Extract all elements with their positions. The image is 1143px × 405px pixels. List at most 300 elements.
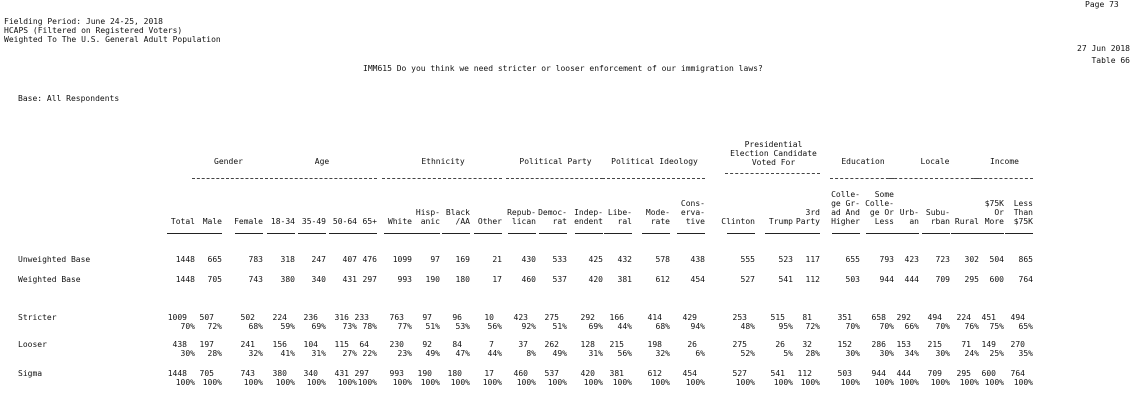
cell-percent: 44%	[487, 349, 502, 358]
cell-percent: 73%	[342, 322, 357, 331]
cell-count: 502	[240, 313, 255, 322]
cell-count: 578	[655, 255, 670, 264]
cell-percent: 70%	[935, 322, 950, 331]
cell-count: 84	[452, 340, 462, 349]
cell-count: 92	[422, 340, 432, 349]
cell-percent: 49%	[425, 349, 440, 358]
row-label: Stricter	[18, 313, 57, 322]
cell-count: 709	[927, 369, 942, 378]
cell-count: 21	[492, 255, 502, 264]
cell-percent: 66%	[904, 322, 919, 331]
cell-count: 97	[430, 255, 440, 264]
column-header: Indep- endent	[574, 208, 603, 226]
cell-count: 10	[484, 313, 494, 322]
group-header: Education	[841, 157, 885, 166]
cell-count: 316	[334, 313, 349, 322]
cell-count: 541	[770, 369, 785, 378]
cell-percent: 32%	[248, 349, 263, 358]
cell-count: 865	[1018, 255, 1033, 264]
cell-count: 340	[303, 369, 318, 378]
group-header: Political Ideology	[611, 157, 698, 166]
cell-count: 503	[845, 275, 860, 284]
base-label: Base: All Respondents	[18, 94, 120, 103]
cell-percent: 100%	[337, 378, 357, 387]
cell-percent: 22%	[362, 349, 377, 358]
cell-percent: 100%	[175, 378, 195, 387]
cell-count: 215	[927, 340, 942, 349]
cell-percent: 100%	[392, 378, 412, 387]
column-header: 35-49	[301, 217, 326, 226]
group-rule	[506, 178, 603, 179]
cell-percent: 53%	[455, 322, 470, 331]
column-header: 65+	[362, 217, 377, 226]
cell-percent: 34%	[904, 349, 919, 358]
page-number: Page 73	[1085, 0, 1119, 9]
group-header: Locale	[920, 157, 950, 166]
column-rule	[412, 233, 440, 234]
cell-percent: 25%	[989, 349, 1004, 358]
cell-percent: 100%	[930, 378, 950, 387]
cell-count: 523	[778, 255, 793, 264]
column-header: Clinton	[721, 217, 755, 226]
group-rule	[725, 173, 820, 174]
cell-count: 420	[588, 275, 603, 284]
cell-count: 169	[455, 255, 470, 264]
cell-percent: 100%	[773, 378, 793, 387]
cell-count: 275	[732, 340, 747, 349]
cell-count: 429	[682, 313, 697, 322]
column-header: Libe- ral	[607, 208, 632, 226]
column-rule	[539, 233, 567, 234]
cell-count: 414	[647, 313, 662, 322]
cell-count: 156	[272, 340, 287, 349]
column-rule	[235, 233, 263, 234]
cell-count: 270	[1010, 340, 1025, 349]
row-label: Weighted Base	[18, 275, 81, 284]
column-rule	[677, 233, 705, 234]
cell-count: 944	[879, 275, 894, 284]
column-rule	[194, 233, 222, 234]
cell-percent: 70%	[845, 322, 860, 331]
cell-percent: 100%	[450, 378, 470, 387]
cell-count: 431	[334, 369, 349, 378]
cell-count: 26	[687, 340, 697, 349]
cell-percent: 44%	[617, 322, 632, 331]
cell-percent: 100%	[1013, 378, 1033, 387]
cell-percent: 32%	[655, 349, 670, 358]
cell-count: 504	[989, 255, 1004, 264]
cell-percent: 28%	[207, 349, 222, 358]
cell-count: 612	[655, 275, 670, 284]
cell-count: 96	[452, 313, 462, 322]
cell-percent: 48%	[740, 322, 755, 331]
row-label: Looser	[18, 340, 47, 349]
cell-count: 97	[422, 313, 432, 322]
group-rule	[192, 178, 263, 179]
cell-count: 430	[521, 255, 536, 264]
cell-count: 115	[334, 340, 349, 349]
column-header: Democ- rat	[538, 208, 567, 226]
cell-count: 541	[778, 275, 793, 284]
cell-count: 1448	[175, 255, 195, 264]
cell-percent: 70%	[879, 322, 894, 331]
cell-percent: 100%	[516, 378, 536, 387]
column-header: 18-34	[270, 217, 295, 226]
cell-count: 224	[956, 313, 971, 322]
cell-count: 180	[447, 369, 462, 378]
table-number: Table 66	[1091, 56, 1130, 65]
cell-percent: 28%	[805, 349, 820, 358]
group-rule	[602, 178, 705, 179]
cell-count: 993	[389, 369, 404, 378]
cell-percent: 76%	[964, 322, 979, 331]
column-rule	[976, 233, 1004, 234]
cell-count: 71	[961, 340, 971, 349]
column-header: Mode- rate	[645, 208, 670, 226]
cell-count: 438	[690, 255, 705, 264]
cell-count: 198	[647, 340, 662, 349]
cell-count: 444	[896, 369, 911, 378]
cell-count: 407	[342, 255, 357, 264]
cell-count: 295	[956, 369, 971, 378]
column-rule	[891, 233, 919, 234]
column-header: Repub- lican	[507, 208, 536, 226]
cell-count: 64	[359, 340, 369, 349]
cell-percent: 100%	[685, 378, 705, 387]
cell-count: 253	[732, 313, 747, 322]
column-rule	[866, 233, 894, 234]
column-header: White	[387, 217, 412, 226]
cell-count: 743	[248, 275, 263, 284]
sample-note: HCAPS (Filtered on Registered Voters)	[4, 26, 183, 35]
column-header: Other	[477, 217, 502, 226]
cell-count: 17	[492, 275, 502, 284]
cell-count: 993	[397, 275, 412, 284]
column-rule	[832, 233, 860, 234]
cell-count: 1448	[167, 369, 187, 378]
cell-count: 166	[609, 313, 624, 322]
cell-percent: 59%	[280, 322, 295, 331]
cell-count: 764	[1010, 369, 1025, 378]
column-header: Hisp- anic	[415, 208, 440, 226]
cell-count: 340	[311, 275, 326, 284]
cell-percent: 100%	[612, 378, 632, 387]
cell-percent: 68%	[248, 322, 263, 331]
group-header: Age	[314, 157, 330, 166]
cell-count: 197	[199, 340, 214, 349]
cell-percent: 56%	[487, 322, 502, 331]
column-header: Rural	[954, 217, 979, 226]
cell-percent: 100%	[482, 378, 502, 387]
cell-count: 1099	[392, 255, 412, 264]
cell-count: 117	[805, 255, 820, 264]
cell-count: 224	[272, 313, 287, 322]
cell-count: 454	[690, 275, 705, 284]
cell-count: 112	[805, 275, 820, 284]
column-rule	[298, 233, 326, 234]
cell-count: 533	[552, 255, 567, 264]
cell-percent: 100%	[984, 378, 1004, 387]
cell-percent: 8%	[526, 349, 536, 358]
cell-percent: 47%	[455, 349, 470, 358]
cell-percent: 72%	[805, 322, 820, 331]
cell-count: 81	[802, 313, 812, 322]
cell-count: 431	[342, 275, 357, 284]
cell-count: 381	[609, 369, 624, 378]
cell-count: 351	[837, 313, 852, 322]
cell-count: 112	[797, 369, 812, 378]
cell-percent: 100%	[650, 378, 670, 387]
column-header: Colle- ge Gr- ad And Higher	[831, 190, 860, 226]
group-rule	[830, 178, 894, 179]
cell-percent: 70%	[180, 322, 195, 331]
cell-count: 292	[580, 313, 595, 322]
group-rule	[265, 178, 377, 179]
group-header: Income	[990, 157, 1019, 166]
column-rule	[167, 233, 195, 234]
cell-percent: 100%	[800, 378, 820, 387]
question-text: IMM615 Do you think we need stricter or looser enforcement of our immigration laws?	[363, 64, 763, 73]
column-rule	[727, 233, 755, 234]
column-rule	[442, 233, 470, 234]
cell-percent: 77%	[397, 322, 412, 331]
row-label: Sigma	[18, 369, 43, 378]
cell-count: 26	[775, 340, 785, 349]
cell-percent: 6%	[695, 349, 705, 358]
group-header: Political Party	[519, 157, 592, 166]
cell-count: 743	[240, 369, 255, 378]
cell-percent: 100%	[959, 378, 979, 387]
cell-percent: 35%	[1018, 349, 1033, 358]
group-rule	[382, 178, 502, 179]
cell-percent: 100%	[357, 378, 377, 387]
cell-count: 423	[513, 313, 528, 322]
cell-count: 655	[845, 255, 860, 264]
cell-count: 381	[617, 275, 632, 284]
column-header: Black /AA	[445, 208, 470, 226]
cell-percent: 78%	[362, 322, 377, 331]
cell-percent: 23%	[397, 349, 412, 358]
cell-count: 297	[362, 275, 377, 284]
cell-count: 444	[904, 275, 919, 284]
cell-count: 302	[964, 255, 979, 264]
cell-count: 432	[617, 255, 632, 264]
cell-count: 527	[732, 369, 747, 378]
cell-count: 128	[580, 340, 595, 349]
cell-count: 7	[489, 340, 494, 349]
cell-count: 1448	[175, 275, 195, 284]
cell-count: 230	[389, 340, 404, 349]
cell-percent: 100%	[243, 378, 263, 387]
cell-count: 215	[609, 340, 624, 349]
row-label: Unweighted Base	[18, 255, 91, 264]
cell-percent: 69%	[311, 322, 326, 331]
group-header: Gender	[214, 157, 243, 166]
cell-percent: 100%	[306, 378, 326, 387]
column-header: Some Colle- ge Or Less	[865, 190, 894, 226]
column-rule	[922, 233, 950, 234]
cell-percent: 51%	[425, 322, 440, 331]
cell-percent: 100%	[874, 378, 894, 387]
cell-count: 262	[544, 340, 559, 349]
fielding-period: Fielding Period: June 24-25, 2018	[4, 17, 163, 26]
cell-count: 451	[981, 313, 996, 322]
cell-percent: 92%	[521, 322, 536, 331]
column-header: Female	[234, 217, 263, 226]
cell-count: 600	[981, 369, 996, 378]
cell-percent: 49%	[552, 349, 567, 358]
column-header: Less Than $75K	[1013, 199, 1033, 226]
weighting-note: Weighted To The U.S. General Adult Population	[4, 35, 221, 44]
cell-percent: 56%	[617, 349, 632, 358]
column-header: Total	[170, 217, 195, 226]
column-rule	[604, 233, 632, 234]
cell-percent: 65%	[1018, 322, 1033, 331]
cell-count: 241	[240, 340, 255, 349]
column-rule	[1005, 233, 1033, 234]
cell-count: 507	[199, 313, 214, 322]
column-rule	[474, 233, 502, 234]
cell-percent: 24%	[964, 349, 979, 358]
cell-percent: 5%	[783, 349, 793, 358]
cell-percent: 100%	[899, 378, 919, 387]
cell-count: 380	[280, 275, 295, 284]
column-header: $75K Or More	[984, 199, 1004, 226]
cell-count: 723	[935, 255, 950, 264]
column-header: Male	[202, 217, 222, 226]
cell-count: 494	[927, 313, 942, 322]
cell-count: 665	[207, 255, 222, 264]
cell-percent: 100%	[583, 378, 603, 387]
cell-percent: 100%	[547, 378, 567, 387]
cell-percent: 75%	[989, 322, 1004, 331]
cell-count: 32	[802, 340, 812, 349]
cell-percent: 30%	[935, 349, 950, 358]
column-header: 50-64	[332, 217, 357, 226]
column-rule	[792, 233, 820, 234]
cell-count: 180	[455, 275, 470, 284]
cell-percent: 94%	[690, 322, 705, 331]
cell-count: 494	[1010, 313, 1025, 322]
cell-count: 17	[484, 369, 494, 378]
cell-percent: 69%	[588, 322, 603, 331]
cell-percent: 30%	[180, 349, 195, 358]
column-header: 3rd Party	[795, 208, 820, 226]
cell-percent: 52%	[740, 349, 755, 358]
cell-count: 425	[588, 255, 603, 264]
cell-count: 247	[311, 255, 326, 264]
cell-percent: 72%	[207, 322, 222, 331]
cell-count: 527	[740, 275, 755, 284]
cell-count: 295	[964, 275, 979, 284]
cell-percent: 95%	[778, 322, 793, 331]
cell-percent: 30%	[845, 349, 860, 358]
cell-count: 460	[513, 369, 528, 378]
cell-percent: 100%	[840, 378, 860, 387]
column-header: Cons- erva- tive	[680, 199, 705, 226]
column-rule	[642, 233, 670, 234]
cell-count: 190	[417, 369, 432, 378]
cell-percent: 27%	[342, 349, 357, 358]
cell-percent: 30%	[879, 349, 894, 358]
cell-count: 1009	[167, 313, 187, 322]
cell-percent: 31%	[311, 349, 326, 358]
cell-percent: 100%	[420, 378, 440, 387]
column-rule	[267, 233, 295, 234]
cell-percent: 100%	[202, 378, 222, 387]
cell-count: 380	[272, 369, 287, 378]
cell-count: 292	[896, 313, 911, 322]
group-rule	[889, 178, 979, 179]
cell-percent: 68%	[655, 322, 670, 331]
cell-count: 233	[354, 313, 369, 322]
cell-count: 537	[544, 369, 559, 378]
cell-percent: 100%	[735, 378, 755, 387]
group-header: Presidential Election Candidate Voted For	[730, 140, 817, 167]
cell-percent: 51%	[552, 322, 567, 331]
cell-count: 149	[981, 340, 996, 349]
cell-count: 793	[879, 255, 894, 264]
cell-percent: 100%	[275, 378, 295, 387]
cell-count: 423	[904, 255, 919, 264]
cell-count: 783	[248, 255, 263, 264]
cell-count: 600	[989, 275, 1004, 284]
cell-count: 503	[837, 369, 852, 378]
column-rule	[575, 233, 603, 234]
cell-count: 763	[389, 313, 404, 322]
cell-count: 709	[935, 275, 950, 284]
cell-percent: 41%	[280, 349, 295, 358]
cell-count: 104	[303, 340, 318, 349]
cell-count: 944	[871, 369, 886, 378]
cell-count: 153	[896, 340, 911, 349]
cell-count: 275	[544, 313, 559, 322]
cell-count: 454	[682, 369, 697, 378]
cell-count: 152	[837, 340, 852, 349]
cell-count: 705	[199, 369, 214, 378]
cell-count: 297	[354, 369, 369, 378]
cell-count: 438	[172, 340, 187, 349]
cell-count: 658	[871, 313, 886, 322]
cell-count: 515	[770, 313, 785, 322]
group-header: Ethnicity	[421, 157, 465, 166]
cell-count: 476	[362, 255, 377, 264]
column-rule	[765, 233, 793, 234]
cell-count: 190	[425, 275, 440, 284]
column-header: Urb- an	[899, 208, 919, 226]
column-rule	[508, 233, 536, 234]
cell-count: 286	[871, 340, 886, 349]
cell-percent: 31%	[588, 349, 603, 358]
cell-count: 537	[552, 275, 567, 284]
column-rule	[384, 233, 412, 234]
column-rule	[349, 233, 377, 234]
column-rule	[951, 233, 979, 234]
cell-count: 460	[521, 275, 536, 284]
column-header: Subu- rban	[925, 208, 950, 226]
report-date: 27 Jun 2018	[1077, 44, 1130, 53]
cell-count: 420	[580, 369, 595, 378]
cell-count: 764	[1018, 275, 1033, 284]
cell-count: 555	[740, 255, 755, 264]
cell-count: 612	[647, 369, 662, 378]
cell-count: 236	[303, 313, 318, 322]
cell-count: 705	[207, 275, 222, 284]
column-header: Trump	[768, 217, 793, 226]
cell-count: 37	[518, 340, 528, 349]
group-rule	[974, 178, 1033, 179]
cell-count: 318	[280, 255, 295, 264]
